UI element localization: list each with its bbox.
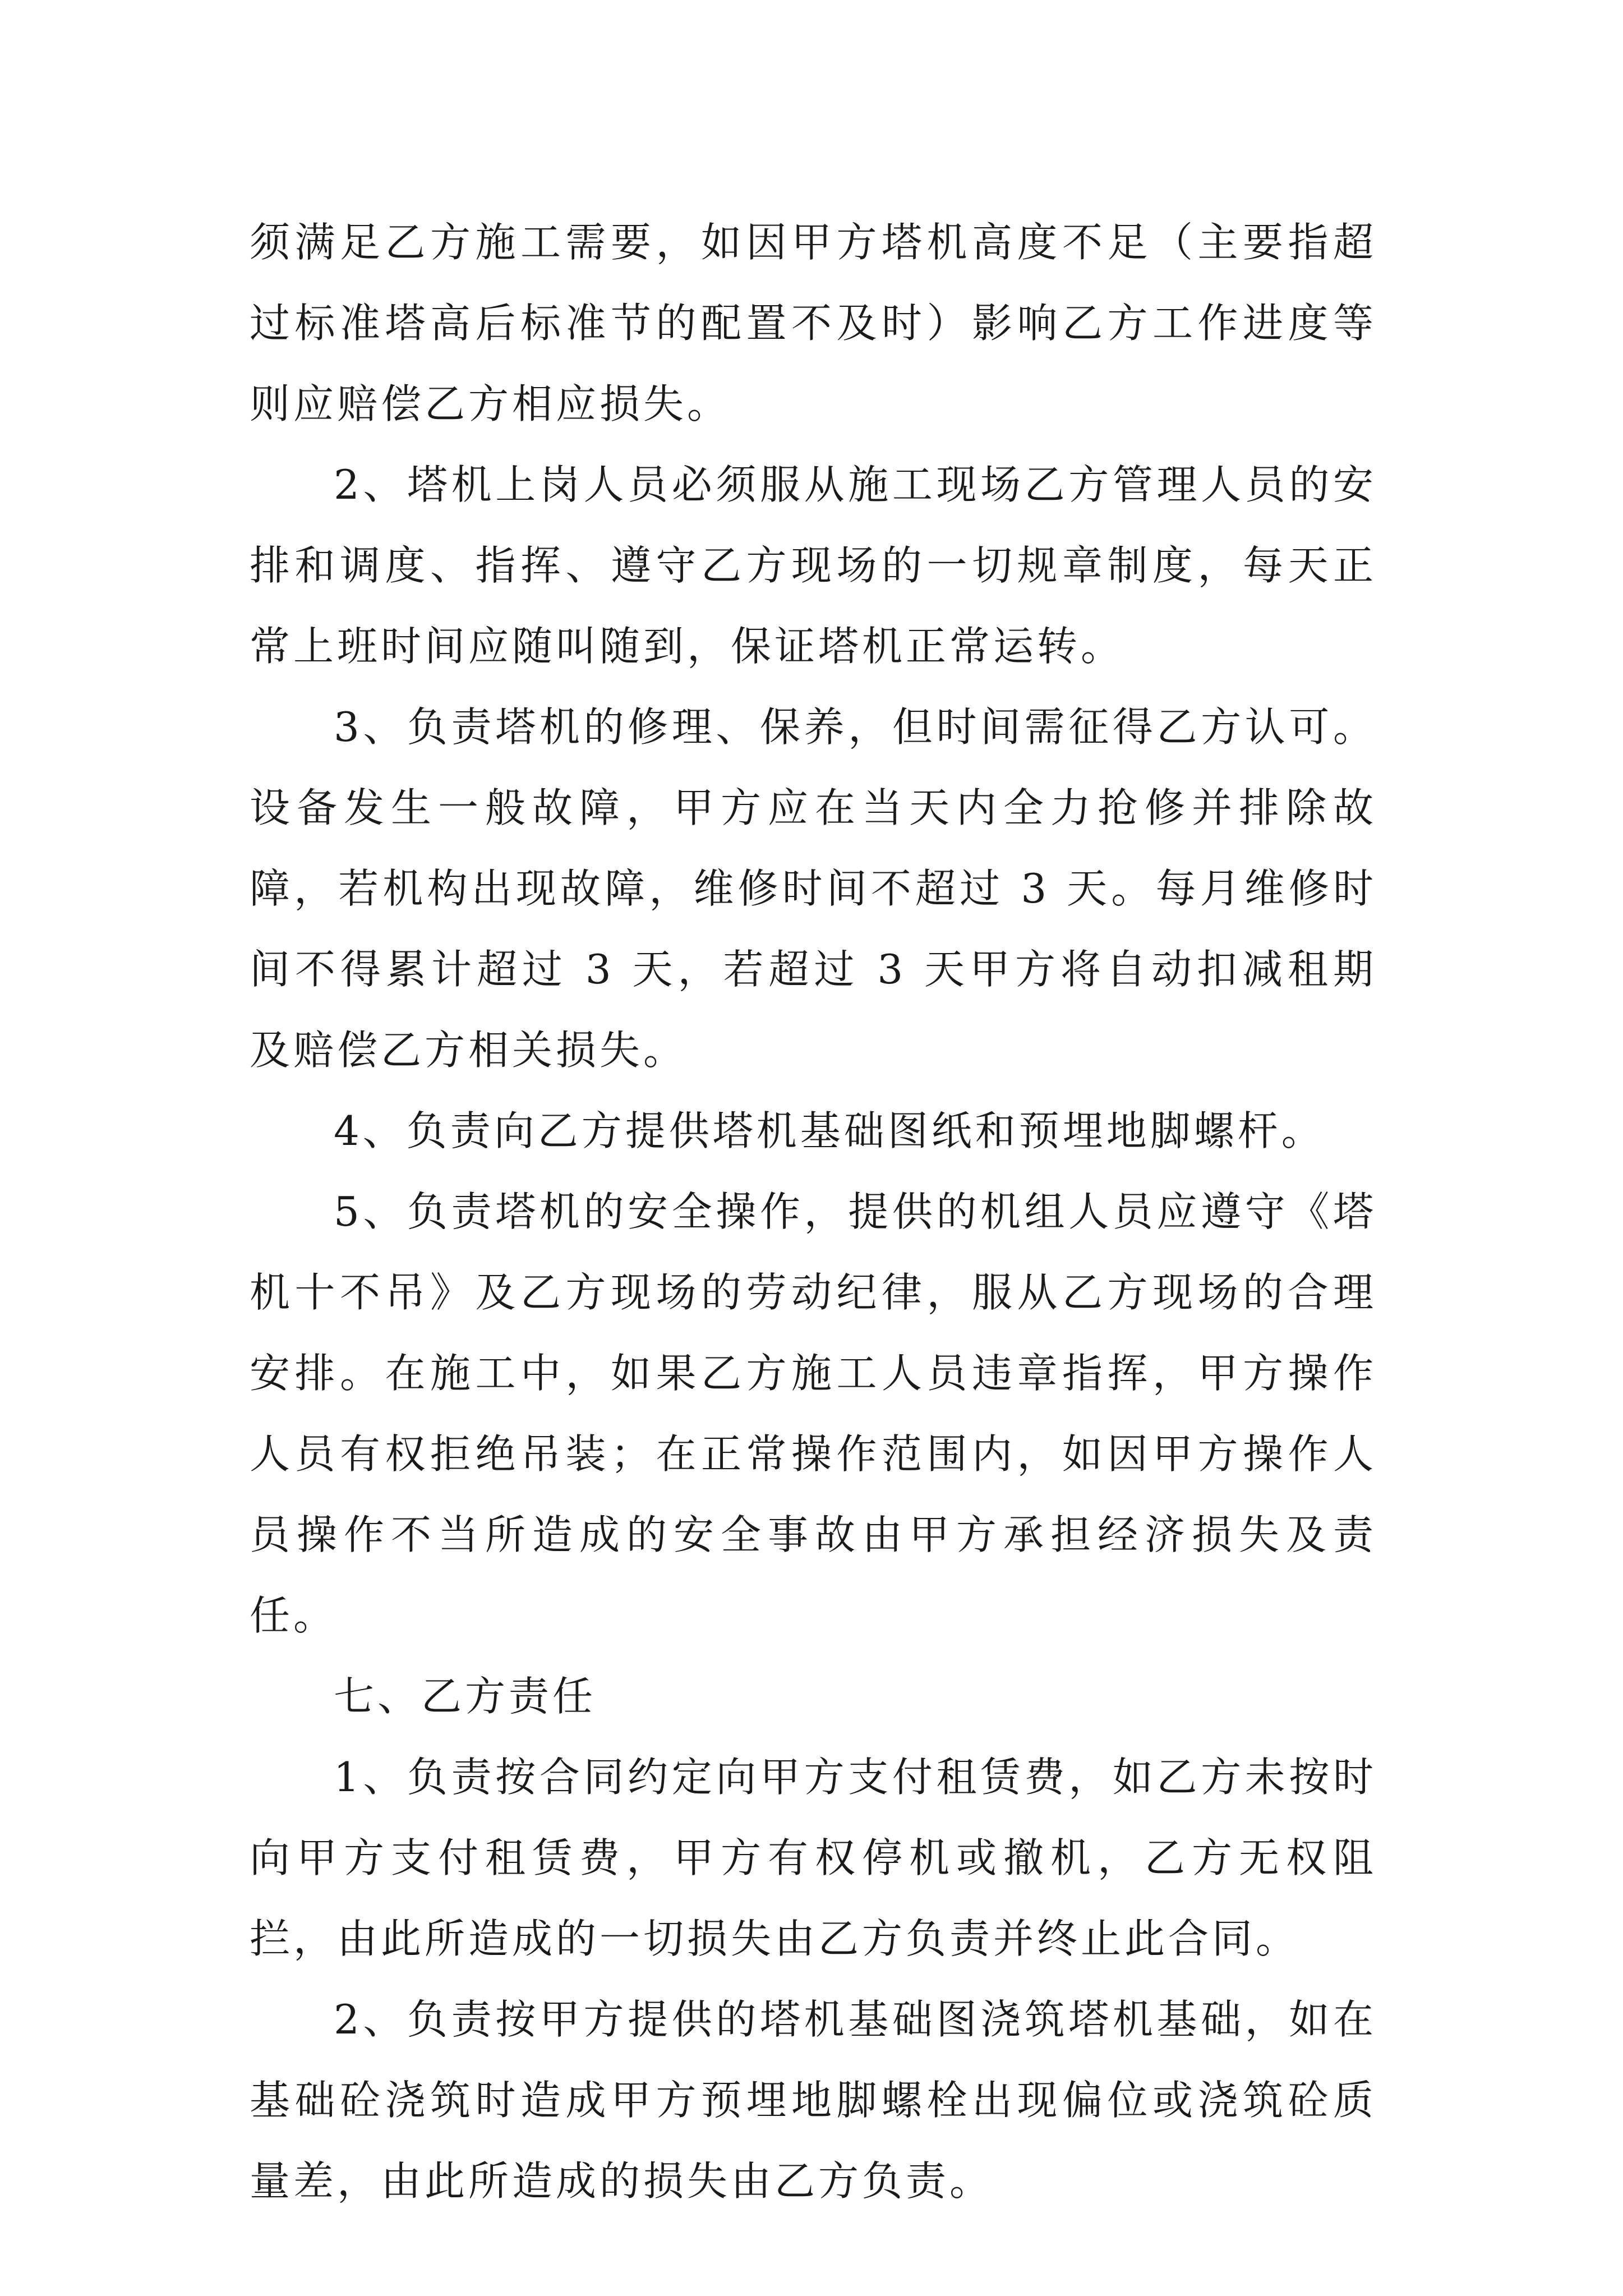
paragraph-continuation: 须满足乙方施工需要，如因甲方塔机高度不足（主要指超过标准塔高后标准节的配置不及时）影响乙方工作进度等则应赔偿乙方相应损失。 <box>250 219 1377 427</box>
paragraph-b-clause-1: 1、负责按合同约定向甲方支付租赁费，如乙方未按时向甲方支付租赁费，甲方有权停机或撤机，乙方无权阻拦，由此所造成的一切损失由乙方负责并终止此合同。 <box>250 1754 1377 1962</box>
paragraph-clause-3: 3、负责塔机的修理、保养，但时间需征得乙方认可。设备发生一般故障，甲方应在当天内全力抢修并排除故障，若机构出现故障，维修时间不超过 3 天。每月维修时间不得累计超过 3 天，若超过 3 天甲方将自动扣减租期及赔偿乙方相关损失。 <box>250 703 1377 1074</box>
document-body <box>250 202 1377 2221</box>
paragraph-clause-4: 4、负责向乙方提供塔机基础图纸和预埋地脚螺杆。 <box>334 1107 1325 1154</box>
paragraph-clause-5: 5、负责塔机的安全操作，提供的机组人员应遵守《塔机十不吊》及乙方现场的劳动纪律，服从乙方现场的合理安排。在施工中，如果乙方施工人员违章指挥，甲方操作人员有权拒绝吊装；在正常操作范围内，如因甲方操作人员操作不当所造成的安全事故由甲方承担经济损失及责任。 <box>250 1188 1377 1639</box>
section-heading-party-b: 七、乙方责任 <box>334 1673 597 1720</box>
paragraph-clause-2: 2、塔机上岗人员必须服从施工现场乙方管理人员的安排和调度、指挥、遵守乙方现场的一切规章制度，每天正常上班时间应随叫随到，保证塔机正常运转。 <box>250 461 1377 670</box>
paragraph-b-clause-2: 2、负责按甲方提供的塔机基础图浇筑塔机基础，如在基础砼浇筑时造成甲方预埋地脚螺栓出现偏位或浇筑砼质量差，由此所造成的损失由乙方负责。 <box>250 1996 1377 2205</box>
